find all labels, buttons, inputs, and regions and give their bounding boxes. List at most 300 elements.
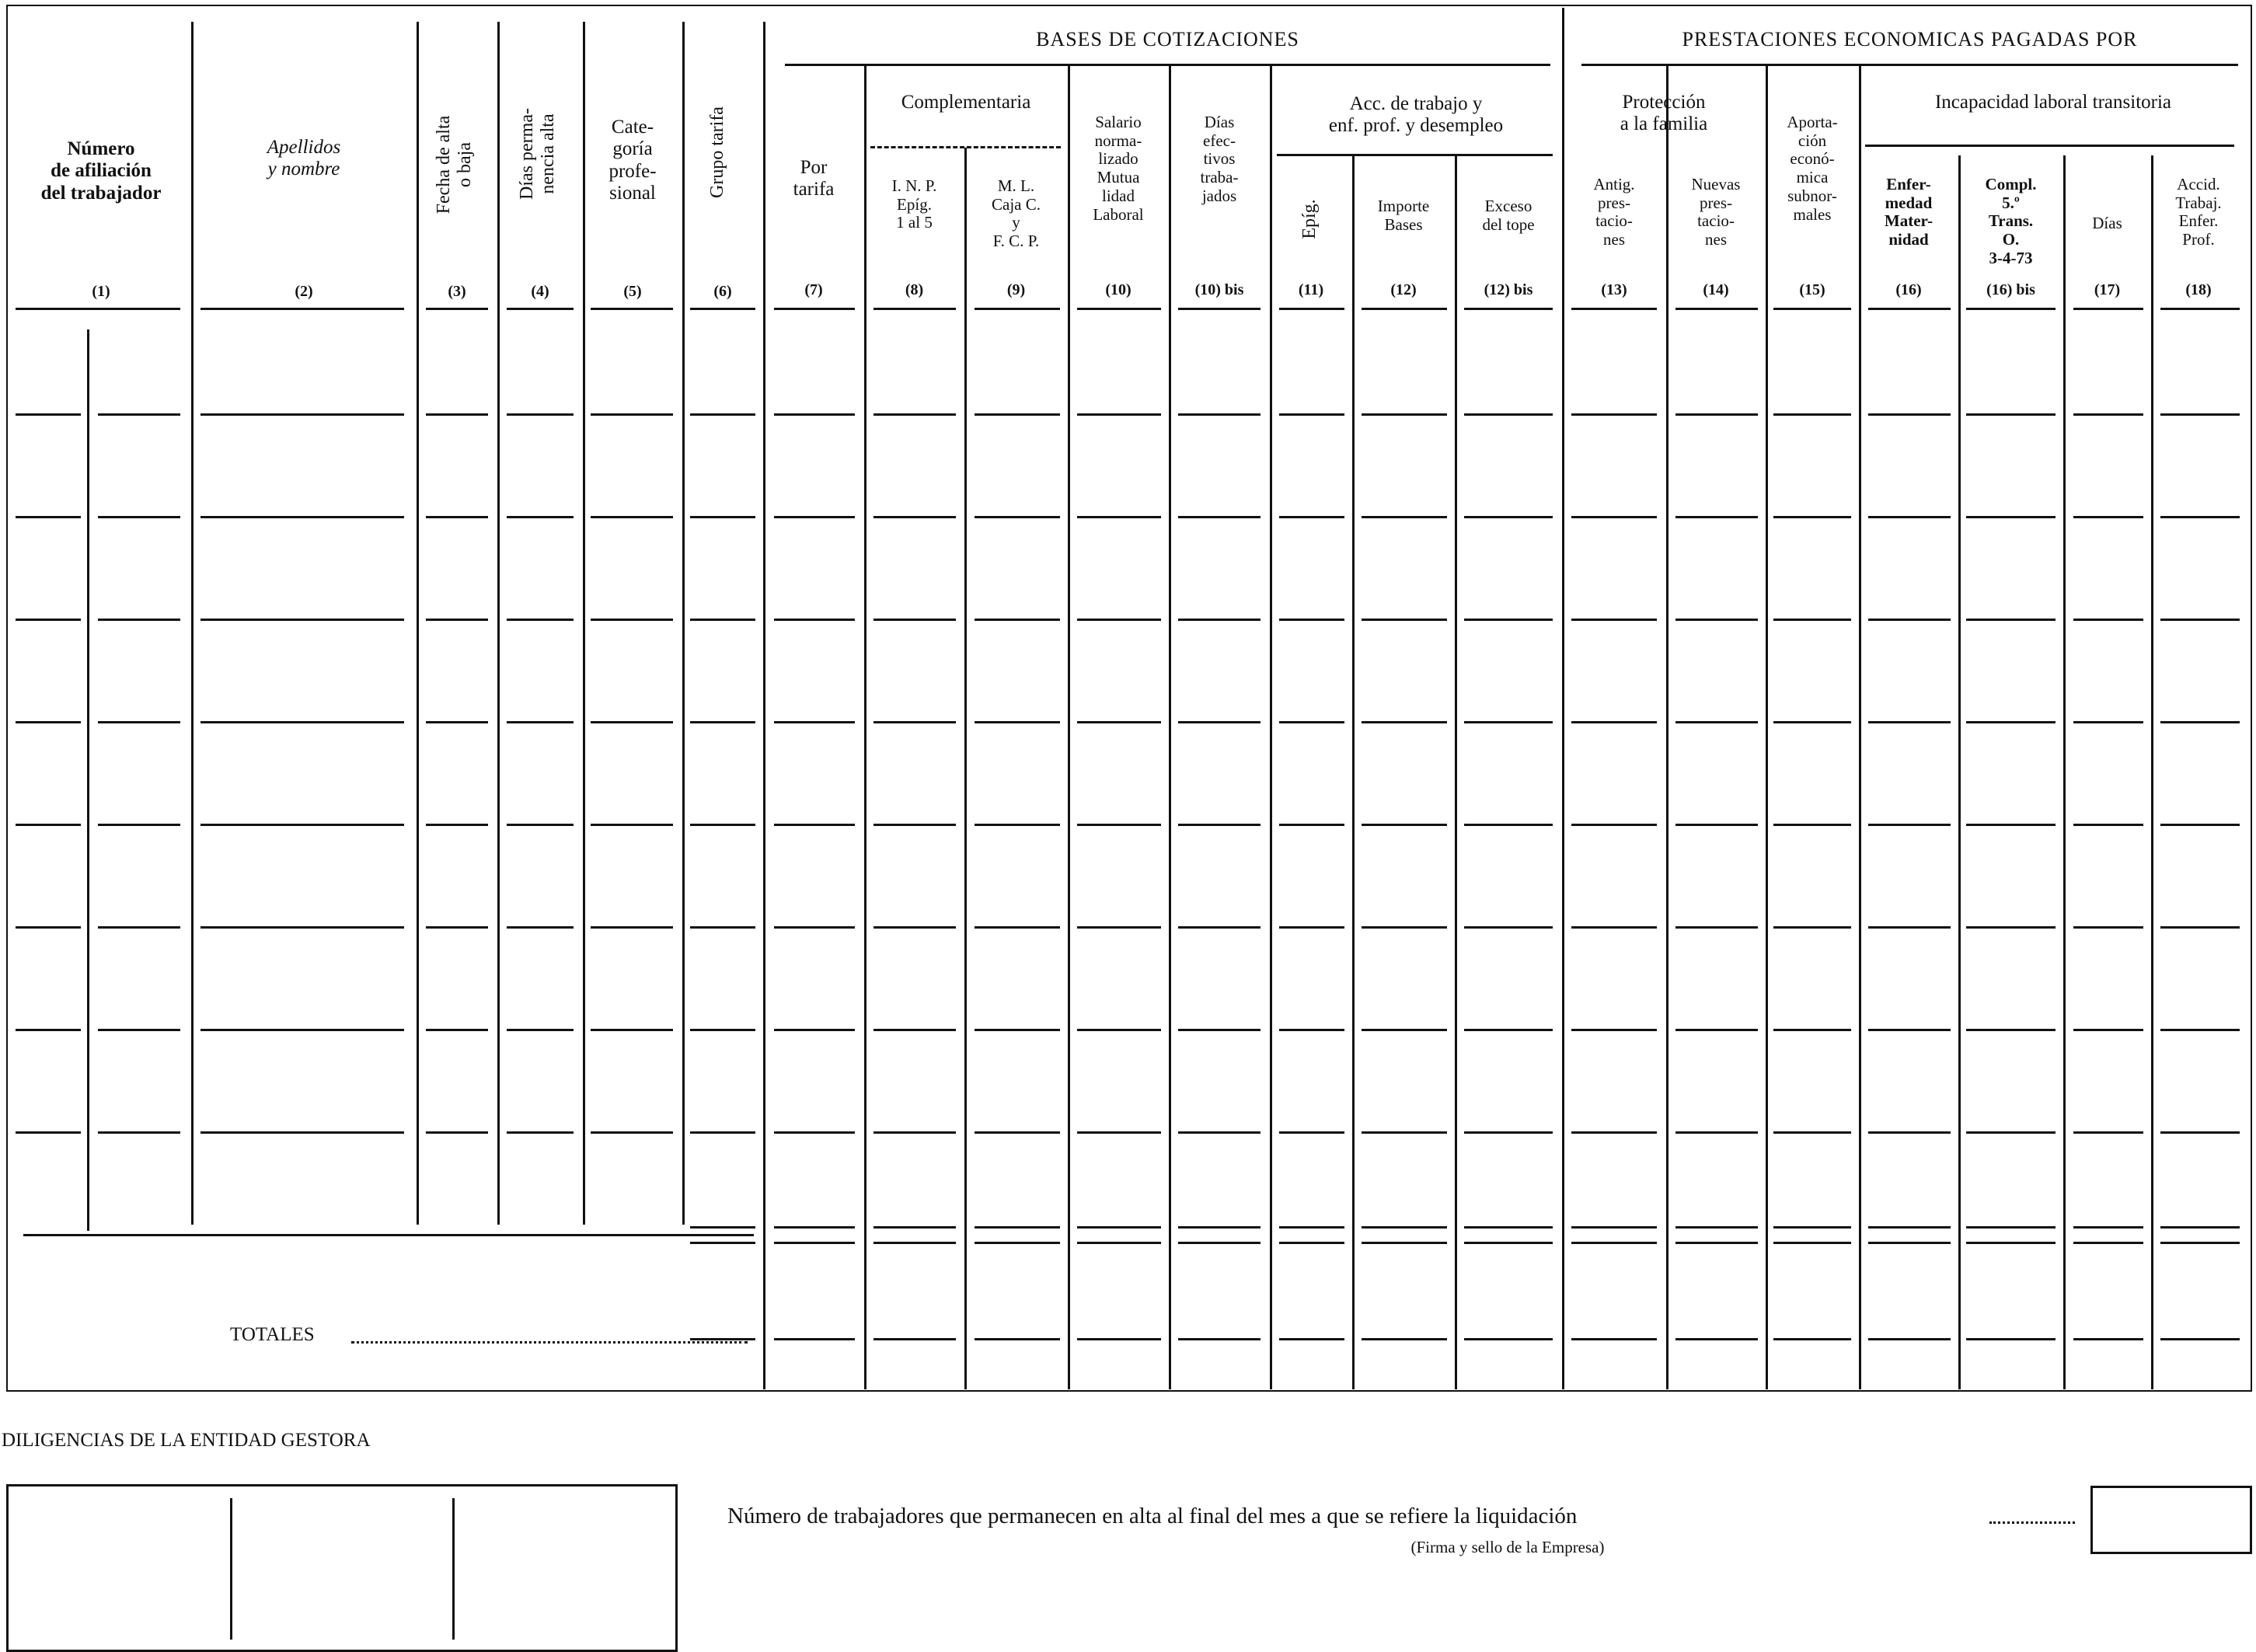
totals-rule — [1362, 1338, 1447, 1340]
double-rule — [1464, 1242, 1553, 1244]
row-rule — [1279, 824, 1344, 826]
row-rule — [774, 308, 855, 310]
row-rule — [2160, 516, 2240, 518]
column-divider — [1766, 66, 1768, 1389]
row-rule — [975, 413, 1060, 416]
double-rule — [774, 1242, 855, 1244]
column-divider — [2151, 155, 2153, 1389]
row-rule — [1966, 824, 2056, 826]
col-num: (3) — [448, 283, 466, 300]
row-rule — [426, 1029, 488, 1031]
row-rule — [1178, 308, 1261, 310]
row-rule — [690, 413, 755, 416]
row-rule — [200, 721, 404, 723]
row-rule — [98, 1029, 180, 1031]
column-divider — [763, 22, 765, 1389]
row-rule — [1362, 1131, 1447, 1134]
column-divider — [864, 66, 866, 1389]
row-rule — [1773, 721, 1851, 723]
totals-rule — [1571, 1338, 1657, 1340]
row-rule — [690, 1131, 755, 1134]
double-rule — [975, 1226, 1060, 1229]
col-8-label: I. N. P. Epíg. 1 al 5 — [891, 176, 937, 232]
row-rule — [98, 824, 180, 826]
double-rule — [1675, 1226, 1758, 1229]
row-rule — [426, 619, 488, 621]
column-divider — [682, 22, 685, 1225]
row-rule — [2160, 721, 2240, 723]
row-rule — [975, 926, 1060, 929]
bases-group-title: BASES DE COTIZACIONES — [1036, 28, 1299, 51]
col-11-label: Epíg. — [1299, 199, 1320, 239]
row-rule — [690, 926, 755, 929]
row-rule — [2073, 413, 2143, 416]
row-rule — [2160, 308, 2240, 310]
row-rule — [1571, 824, 1657, 826]
column-divider — [1352, 155, 1355, 1389]
col-num: (8) — [905, 281, 924, 298]
trabajadores-dots — [1989, 1521, 2075, 1524]
totals-rule — [690, 1338, 755, 1340]
row-rule — [426, 516, 488, 518]
totals-rule — [1464, 1338, 1553, 1340]
row-rule — [507, 1131, 574, 1134]
row-rule — [1077, 721, 1161, 723]
totals-rule — [774, 1338, 855, 1340]
col-16-label: Enfer- medad Mater- nidad — [1884, 175, 1933, 249]
row-rule — [1966, 926, 2056, 929]
row-rule — [98, 619, 180, 621]
row-rule — [774, 619, 855, 621]
row-rule — [1966, 1131, 2056, 1134]
afiliacion-subdivider — [87, 329, 89, 1231]
col-9-label: M. L. Caja C. y F. C. P. — [992, 176, 1041, 251]
row-rule — [1077, 1029, 1161, 1031]
row-rule — [1773, 824, 1851, 826]
column-divider — [497, 22, 500, 1225]
prestaciones-group-rule — [1581, 64, 2238, 66]
double-rule — [1773, 1226, 1851, 1229]
row-rule — [1868, 308, 1951, 310]
column-divider — [2063, 155, 2066, 1389]
totals-rule — [1675, 1338, 1758, 1340]
row-rule — [1675, 926, 1758, 929]
row-rule — [690, 516, 755, 518]
row-rule — [98, 721, 180, 723]
col-num: (13) — [1601, 281, 1627, 298]
totals-rule — [1279, 1338, 1344, 1340]
col-18-label: Accid. Trabaj. Enfer. Prof. — [2175, 175, 2222, 249]
row-rule — [873, 1029, 956, 1031]
row-rule — [975, 1029, 1060, 1031]
col-14-label: Nuevas pres- tacio- nes — [1691, 175, 1741, 249]
double-rule — [873, 1242, 956, 1244]
row-rule — [1773, 413, 1851, 416]
row-rule — [1868, 516, 1951, 518]
column-divider — [1859, 66, 1861, 1389]
row-rule — [1966, 516, 2056, 518]
double-rule — [1178, 1242, 1261, 1244]
diligencias-label: DILIGENCIAS DE LA ENTIDAD GESTORA — [2, 1430, 371, 1451]
col-6-label: Grupo tarifa — [707, 106, 727, 198]
row-rule — [873, 721, 956, 723]
row-rule — [16, 308, 180, 310]
row-rule — [200, 926, 404, 929]
row-rule — [1077, 1131, 1161, 1134]
row-rule — [1362, 516, 1447, 518]
row-rule — [1868, 619, 1951, 621]
col-17-label: Días — [2092, 214, 2122, 232]
incapacidad-title: Incapacidad laboral transitoria — [1934, 92, 2172, 113]
row-rule — [1675, 308, 1758, 310]
row-rule — [16, 1029, 81, 1031]
bases-group-rule — [785, 64, 1550, 66]
row-rule — [1464, 1029, 1553, 1031]
row-rule — [2073, 824, 2143, 826]
totals-rule — [2160, 1338, 2240, 1340]
diligencias-box — [6, 1484, 678, 1652]
row-rule — [774, 413, 855, 416]
row-rule — [1868, 721, 1951, 723]
row-rule — [200, 308, 404, 310]
row-rule — [1966, 619, 2056, 621]
row-rule — [1675, 721, 1758, 723]
row-rule — [2073, 619, 2143, 621]
col-num: (10) — [1105, 281, 1131, 298]
double-rule — [2160, 1226, 2240, 1229]
row-rule — [1868, 1029, 1951, 1031]
col-num: (5) — [623, 283, 642, 300]
row-rule — [1966, 1029, 2056, 1031]
row-rule — [774, 516, 855, 518]
row-rule — [975, 721, 1060, 723]
col-num: (16) bis — [1986, 281, 2035, 298]
totals-rule — [1966, 1338, 2056, 1340]
acc-trabajo-rule — [1277, 154, 1553, 156]
double-rule — [1464, 1226, 1553, 1229]
diligencias-divider — [230, 1498, 232, 1640]
row-rule — [1178, 824, 1261, 826]
column-divider — [1068, 66, 1070, 1389]
acc-trabajo-title: Acc. de trabajo y enf. prof. y desempleo — [1328, 93, 1504, 137]
row-rule — [200, 619, 404, 621]
col-num: (2) — [295, 283, 313, 300]
row-rule — [1077, 308, 1161, 310]
double-rule — [690, 1226, 755, 1229]
double-rule — [873, 1226, 956, 1229]
row-rule — [1773, 1131, 1851, 1134]
col-num: (12) bis — [1484, 281, 1533, 298]
row-rule — [1464, 926, 1553, 929]
row-rule — [690, 1029, 755, 1031]
row-rule — [2073, 516, 2143, 518]
col-num: (11) — [1298, 281, 1324, 298]
column-divider — [191, 22, 194, 1225]
row-rule — [1773, 1029, 1851, 1031]
col-10-label: Salario norma- lizado Mutua lidad Laboral — [1093, 113, 1144, 224]
row-rule — [426, 308, 488, 310]
row-rule — [1279, 926, 1344, 929]
row-rule — [591, 516, 673, 518]
row-rule — [1279, 1131, 1344, 1134]
row-rule — [1362, 1029, 1447, 1031]
col-12-label: Importe Bases — [1377, 197, 1430, 234]
row-rule — [975, 308, 1060, 310]
col-num: (1) — [92, 283, 110, 300]
row-rule — [1571, 721, 1657, 723]
col-13-label: Antig. pres- tacio- nes — [1593, 175, 1635, 249]
col-num: (12) — [1390, 281, 1417, 298]
row-rule — [98, 926, 180, 929]
trabajadores-input-box[interactable] — [2090, 1486, 2252, 1554]
row-rule — [975, 516, 1060, 518]
col-1-label: Número de afiliación del trabajador — [40, 138, 162, 204]
row-rule — [774, 926, 855, 929]
row-rule — [1077, 413, 1161, 416]
totales-label: TOTALES — [230, 1324, 315, 1345]
row-rule — [16, 824, 81, 826]
row-rule — [2073, 721, 2143, 723]
double-rule — [1178, 1226, 1261, 1229]
double-rule — [774, 1226, 855, 1229]
column-divider — [417, 22, 419, 1225]
row-rule — [2160, 619, 2240, 621]
row-rule — [98, 1131, 180, 1134]
row-rule — [774, 1131, 855, 1134]
double-rule — [1571, 1226, 1657, 1229]
col-12bis-label: Exceso del tope — [1482, 197, 1535, 234]
row-rule — [873, 1131, 956, 1134]
row-rule — [591, 1131, 673, 1134]
double-rule — [975, 1242, 1060, 1244]
double-rule — [1077, 1226, 1161, 1229]
col-num: (10) bis — [1194, 281, 1244, 298]
row-rule — [507, 721, 574, 723]
row-rule — [975, 1131, 1060, 1134]
row-rule — [16, 721, 81, 723]
row-rule — [2073, 308, 2143, 310]
row-rule — [1178, 1131, 1261, 1134]
row-rule — [2160, 926, 2240, 929]
firma-text: (Firma y sello de la Empresa) — [1410, 1538, 1605, 1556]
double-rule — [1571, 1242, 1657, 1244]
row-rule — [2160, 824, 2240, 826]
row-rule — [1571, 1029, 1657, 1031]
column-divider — [1666, 66, 1668, 1389]
row-rule — [1178, 1029, 1261, 1031]
column-divider — [1455, 155, 1457, 1389]
totals-rule — [1077, 1338, 1161, 1340]
double-rule — [1279, 1226, 1344, 1229]
row-rule — [1362, 308, 1447, 310]
diligencias-divider — [452, 1498, 455, 1640]
row-rule — [975, 824, 1060, 826]
row-rule — [1279, 721, 1344, 723]
row-rule — [1464, 308, 1553, 310]
incapacidad-rule — [1865, 145, 2234, 147]
row-rule — [1464, 619, 1553, 621]
double-rule — [2073, 1226, 2143, 1229]
row-rule — [690, 619, 755, 621]
row-rule — [1868, 413, 1951, 416]
row-rule — [1279, 516, 1344, 518]
row-rule — [426, 926, 488, 929]
row-rule — [1464, 824, 1553, 826]
row-rule — [16, 1131, 81, 1134]
row-rule — [2160, 1131, 2240, 1134]
proteccion-title: Protección a la familia — [1620, 92, 1708, 135]
double-rule — [690, 1242, 755, 1244]
col-16bis-label: Compl. 5.º Trans. O. 3-4-73 — [1985, 175, 2037, 267]
row-rule — [507, 619, 574, 621]
double-rule — [1279, 1242, 1344, 1244]
row-rule — [1675, 619, 1758, 621]
row-rule — [507, 413, 574, 416]
row-rule — [774, 824, 855, 826]
row-rule — [1362, 721, 1447, 723]
row-rule — [690, 308, 755, 310]
row-rule — [1362, 926, 1447, 929]
prestaciones-group-title: PRESTACIONES ECONOMICAS PAGADAS POR — [1682, 28, 2138, 51]
row-rule — [1966, 413, 2056, 416]
col-7-label: Por tarifa — [793, 157, 835, 200]
row-rule — [1077, 926, 1161, 929]
row-rule — [1362, 619, 1447, 621]
row-rule — [2073, 1029, 2143, 1031]
row-rule — [1675, 516, 1758, 518]
row-rule — [426, 413, 488, 416]
row-rule — [1464, 516, 1553, 518]
row-rule — [591, 308, 673, 310]
row-rule — [1571, 413, 1657, 416]
column-divider — [1958, 155, 1961, 1389]
trabajadores-text: Número de trabajadores que permanecen en alta al final del mes a que se refiere la liquidación — [727, 1504, 1578, 1528]
row-rule — [1077, 516, 1161, 518]
col-2-label: Apellidos y nombre — [267, 137, 341, 180]
column-divider — [1270, 66, 1272, 1389]
row-rule — [1868, 926, 1951, 929]
row-rule — [591, 413, 673, 416]
row-rule — [873, 619, 956, 621]
col-4-label: Días perma- nencia alta — [517, 108, 558, 200]
double-rule — [1675, 1242, 1758, 1244]
row-rule — [1279, 308, 1344, 310]
double-rule — [1362, 1242, 1447, 1244]
row-rule — [426, 1131, 488, 1134]
row-rule — [1675, 824, 1758, 826]
double-rule — [2160, 1242, 2240, 1244]
double-rule — [1077, 1242, 1161, 1244]
row-rule — [1868, 824, 1951, 826]
row-rule — [591, 619, 673, 621]
row-rule — [873, 308, 956, 310]
row-rule — [1966, 721, 2056, 723]
row-rule — [1773, 308, 1851, 310]
row-rule — [591, 1029, 673, 1031]
col-num: (14) — [1703, 281, 1729, 298]
row-rule — [1279, 619, 1344, 621]
row-rule — [200, 824, 404, 826]
row-rule — [1675, 413, 1758, 416]
row-rule — [1868, 1131, 1951, 1134]
row-rule — [2073, 1131, 2143, 1134]
row-rule — [2160, 413, 2240, 416]
row-rule — [1571, 619, 1657, 621]
row-rule — [1571, 516, 1657, 518]
row-rule — [200, 1131, 404, 1134]
column-divider — [964, 148, 967, 1389]
row-rule — [1464, 1131, 1553, 1134]
totals-rule — [873, 1338, 956, 1340]
row-rule — [1279, 1029, 1344, 1031]
row-rule — [2073, 926, 2143, 929]
row-rule — [1178, 721, 1261, 723]
row-rule — [1464, 413, 1553, 416]
row-rule — [507, 926, 574, 929]
row-rule — [1178, 619, 1261, 621]
col-num: (17) — [2094, 281, 2121, 298]
row-rule — [1571, 1131, 1657, 1134]
row-rule — [774, 1029, 855, 1031]
row-rule — [975, 619, 1060, 621]
col-10bis-label: Días efec- tivos traba- jados — [1200, 113, 1239, 205]
row-rule — [1077, 619, 1161, 621]
row-rule — [1966, 308, 2056, 310]
double-rule — [1868, 1226, 1951, 1229]
row-rule — [774, 721, 855, 723]
row-rule — [1362, 824, 1447, 826]
col-num: (9) — [1006, 281, 1026, 298]
totals-rule — [975, 1338, 1060, 1340]
row-rule — [426, 824, 488, 826]
row-rule — [426, 721, 488, 723]
row-rule — [1773, 516, 1851, 518]
column-divider — [1169, 66, 1171, 1389]
col-num: (4) — [531, 283, 549, 300]
totals-rule — [1868, 1338, 1951, 1340]
row-rule — [507, 1029, 574, 1031]
row-rule — [1178, 926, 1261, 929]
row-rule — [1571, 308, 1657, 310]
row-rule — [591, 824, 673, 826]
row-rule — [873, 926, 956, 929]
row-rule — [16, 926, 81, 929]
row-rule — [1464, 721, 1553, 723]
row-rule — [200, 413, 404, 416]
row-rule — [690, 721, 755, 723]
row-rule — [98, 413, 180, 416]
row-rule — [507, 308, 574, 310]
row-rule — [873, 516, 956, 518]
col-3-label: Fecha de alta o baja — [434, 115, 475, 214]
row-rule — [1178, 516, 1261, 518]
col-num: (7) — [804, 281, 823, 298]
row-rule — [1178, 413, 1261, 416]
row-rule — [16, 619, 81, 621]
complementaria-rule — [870, 146, 1061, 148]
double-rule — [1966, 1242, 2056, 1244]
col-15-label: Aporta- ción econó- mica subnor- males — [1787, 113, 1838, 224]
row-rule — [591, 926, 673, 929]
col-5-label: Cate- goría profe- sional — [608, 117, 657, 204]
double-rule — [2073, 1242, 2143, 1244]
col-num: (18) — [2185, 281, 2212, 298]
row-rule — [200, 1029, 404, 1031]
row-rule — [873, 824, 956, 826]
row-rule — [16, 516, 81, 518]
double-rule — [1868, 1242, 1951, 1244]
row-rule — [690, 824, 755, 826]
